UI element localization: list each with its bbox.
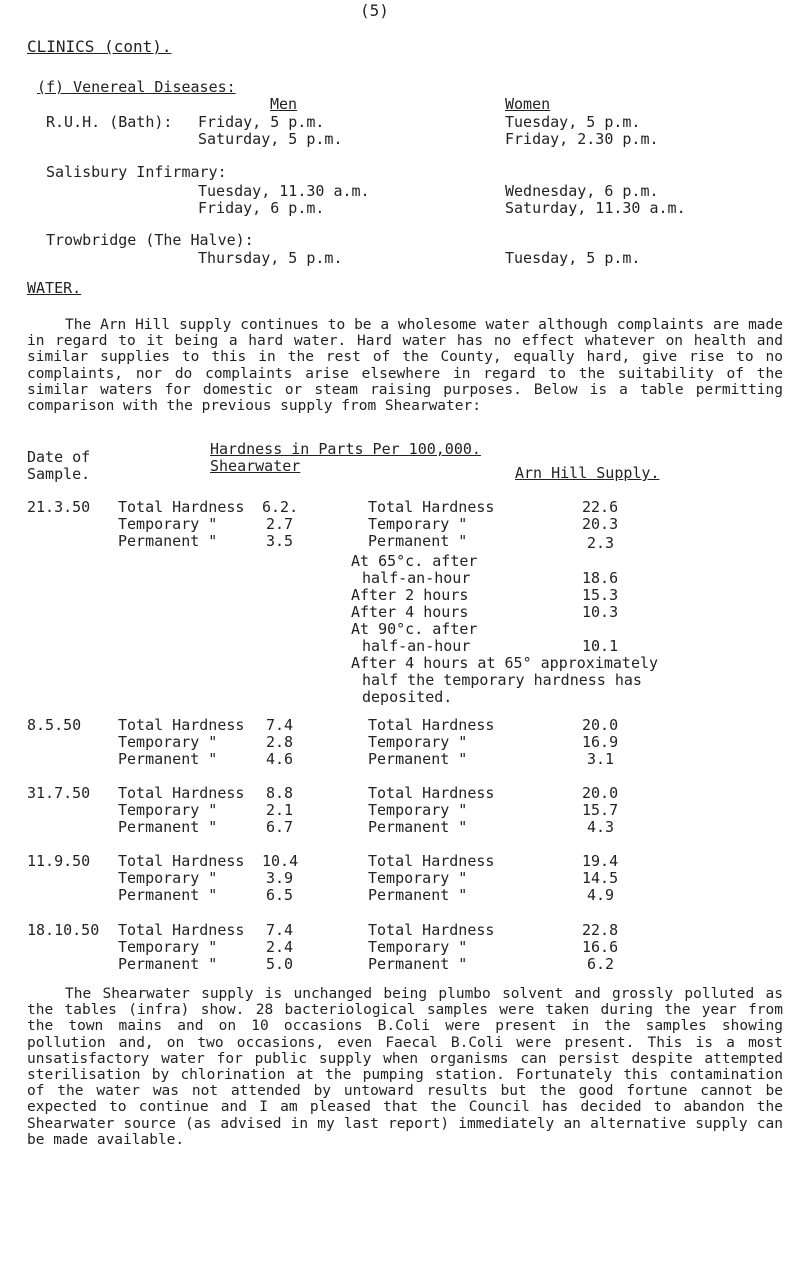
extra-value: 10.1 bbox=[582, 637, 619, 655]
extra-label: half-an-hour bbox=[362, 569, 471, 587]
sw-label: Permanent " bbox=[118, 750, 218, 768]
ah-value: 4.9 bbox=[587, 886, 615, 904]
sw-value: 2.7 bbox=[266, 515, 294, 533]
sample-date: 21.3.50 bbox=[27, 498, 91, 516]
extra-label: half-an-hour bbox=[362, 637, 471, 655]
sw-value: 6.2. bbox=[262, 498, 299, 516]
sw-value: 7.4 bbox=[266, 716, 294, 734]
ah-value: 3.1 bbox=[587, 750, 615, 768]
ah-label: Total Hardness bbox=[368, 784, 495, 802]
ah-label: Permanent " bbox=[368, 750, 468, 768]
vd-women-time: Friday, 2.30 p.m. bbox=[505, 130, 659, 148]
sw-label: Temporary " bbox=[118, 869, 218, 887]
ah-label: Temporary " bbox=[368, 733, 468, 751]
page-number: (5) bbox=[360, 1, 389, 20]
sw-value: 7.4 bbox=[266, 921, 294, 939]
ah-label: Total Hardness bbox=[368, 852, 495, 870]
sw-label: Permanent " bbox=[118, 955, 218, 973]
vd-place: Trowbridge (The Halve): bbox=[46, 231, 254, 249]
ah-value: 16.9 bbox=[582, 733, 619, 751]
ah-value: 20.0 bbox=[582, 784, 619, 802]
sw-value: 6.5 bbox=[266, 886, 294, 904]
sw-value: 10.4 bbox=[262, 852, 299, 870]
ah-label: Total Hardness bbox=[368, 498, 495, 516]
ah-label: Temporary " bbox=[368, 869, 468, 887]
extra-value: 18.6 bbox=[582, 569, 619, 587]
sw-value: 3.9 bbox=[266, 869, 294, 887]
sw-value: 2.8 bbox=[266, 733, 294, 751]
sw-value: 5.0 bbox=[266, 955, 294, 973]
ah-value: 22.8 bbox=[582, 921, 619, 939]
ah-label: Permanent " bbox=[368, 886, 468, 904]
extra-label: After 4 hours bbox=[351, 603, 469, 621]
sw-label: Permanent " bbox=[118, 886, 218, 904]
sample-date: 11.9.50 bbox=[27, 852, 91, 870]
vd-men-time: Saturday, 5 p.m. bbox=[198, 130, 343, 148]
sw-label: Total Hardness bbox=[118, 921, 245, 939]
sw-label: Permanent " bbox=[118, 532, 218, 550]
sw-label: Total Hardness bbox=[118, 852, 245, 870]
sw-label: Temporary " bbox=[118, 938, 218, 956]
sw-value: 2.4 bbox=[266, 938, 294, 956]
sw-label: Total Hardness bbox=[118, 716, 245, 734]
ah-label: Total Hardness bbox=[368, 716, 495, 734]
vd-col-women: Women bbox=[505, 95, 551, 113]
sample-date: 31.7.50 bbox=[27, 784, 91, 802]
sw-label: Total Hardness bbox=[118, 784, 245, 802]
sw-value: 4.6 bbox=[266, 750, 294, 768]
ah-value: 16.6 bbox=[582, 938, 619, 956]
vd-place: Salisbury Infirmary: bbox=[46, 163, 227, 181]
sample-date: 18.10.50 bbox=[27, 921, 100, 939]
note-line: half the temporary hardness has bbox=[362, 671, 642, 689]
note-line: deposited. bbox=[362, 688, 453, 706]
ah-value: 14.5 bbox=[582, 869, 619, 887]
extra-value: 10.3 bbox=[582, 603, 619, 621]
ah-label: Permanent " bbox=[368, 818, 468, 836]
arn-hill-header: Arn Hill Supply. bbox=[515, 464, 660, 482]
ah-label: Temporary " bbox=[368, 938, 468, 956]
vd-women-time: Tuesday, 5 p.m. bbox=[505, 113, 641, 131]
ah-label: Temporary " bbox=[368, 515, 468, 533]
extra-label: At 90°c. after bbox=[351, 620, 478, 638]
sw-label: Total Hardness bbox=[118, 498, 245, 516]
extra-label: After 2 hours bbox=[351, 586, 469, 604]
ah-value: 15.7 bbox=[582, 801, 619, 819]
water-paragraph-1: The Arn Hill supply continues to be a wholesome water although complaints are made in regard to it being a hard water. Hard water has no effect whatever on health and similar supplies to this in the rest of the County, equally hard, give rise to no complaints, nor do complaints arise elsewhere in regard to the suitability of the similar waters for domestic or steam raising purposes. Below is a table permitting comparison with the previous supply from Shearwater: bbox=[27, 317, 783, 415]
ah-label: Temporary " bbox=[368, 801, 468, 819]
sw-value: 6.7 bbox=[266, 818, 294, 836]
sw-value: 8.8 bbox=[266, 784, 294, 802]
sw-label: Temporary " bbox=[118, 801, 218, 819]
sw-label: Temporary " bbox=[118, 515, 218, 533]
ah-value: 6.2 bbox=[587, 955, 615, 973]
date-header-line: Date of bbox=[27, 448, 91, 466]
vd-women-time: Saturday, 11.30 a.m. bbox=[505, 199, 686, 217]
ah-value: 2.3 bbox=[587, 534, 615, 552]
date-header-line: Sample. bbox=[27, 465, 91, 483]
ah-value: 20.0 bbox=[582, 716, 619, 734]
vd-col-men: Men bbox=[270, 95, 298, 113]
sw-value: 2.1 bbox=[266, 801, 294, 819]
hardness-main-header: Hardness in Parts Per 100,000. bbox=[210, 440, 481, 458]
water-heading: WATER. bbox=[27, 279, 82, 297]
ah-value: 20.3 bbox=[582, 515, 619, 533]
extra-value: 15.3 bbox=[582, 586, 619, 604]
vd-title: (f) Venereal Diseases: bbox=[37, 78, 236, 96]
ah-label: Permanent " bbox=[368, 955, 468, 973]
vd-women-time: Tuesday, 5 p.m. bbox=[505, 249, 641, 267]
vd-place: R.U.H. (Bath): bbox=[46, 113, 173, 131]
shearwater-header: Shearwater bbox=[210, 457, 301, 475]
vd-men-time: Tuesday, 11.30 a.m. bbox=[198, 182, 370, 200]
note-line: After 4 hours at 65° approximately bbox=[351, 654, 659, 672]
page-heading: CLINICS (cont). bbox=[27, 37, 172, 56]
ah-label: Permanent " bbox=[368, 532, 468, 550]
ah-value: 22.6 bbox=[582, 498, 619, 516]
sw-label: Permanent " bbox=[118, 818, 218, 836]
sample-date: 8.5.50 bbox=[27, 716, 82, 734]
sw-value: 3.5 bbox=[266, 532, 294, 550]
extra-label: At 65°c. after bbox=[351, 552, 478, 570]
water-paragraph-2: The Shearwater supply is unchanged being plumbo solvent and grossly polluted as the tables (infra) show. 28 bacteriological samples were taken during the year from the town mains and on 10 occasions B.Coli were present in the samples showing pollution and, on two occasions, even Faecal B.Coli were present. This is a most unsatisfactory water for public supply when organisms can persist despite attempted sterilisation by chlorination at the pumping station. Fortunately this contamination of the water was not attended by untoward results but the good fortune cannot be expected to continue and I am pleased that the Council has decided to abandon the Shearwater source (as advised in my last report) immediately an alternative supply can be made available. bbox=[27, 986, 783, 1148]
vd-men-time: Friday, 5 p.m. bbox=[198, 113, 325, 131]
vd-women-time: Wednesday, 6 p.m. bbox=[505, 182, 659, 200]
vd-men-time: Friday, 6 p.m. bbox=[198, 199, 325, 217]
ah-value: 4.3 bbox=[587, 818, 615, 836]
vd-men-time: Thursday, 5 p.m. bbox=[198, 249, 343, 267]
sw-label: Temporary " bbox=[118, 733, 218, 751]
ah-value: 19.4 bbox=[582, 852, 619, 870]
ah-label: Total Hardness bbox=[368, 921, 495, 939]
